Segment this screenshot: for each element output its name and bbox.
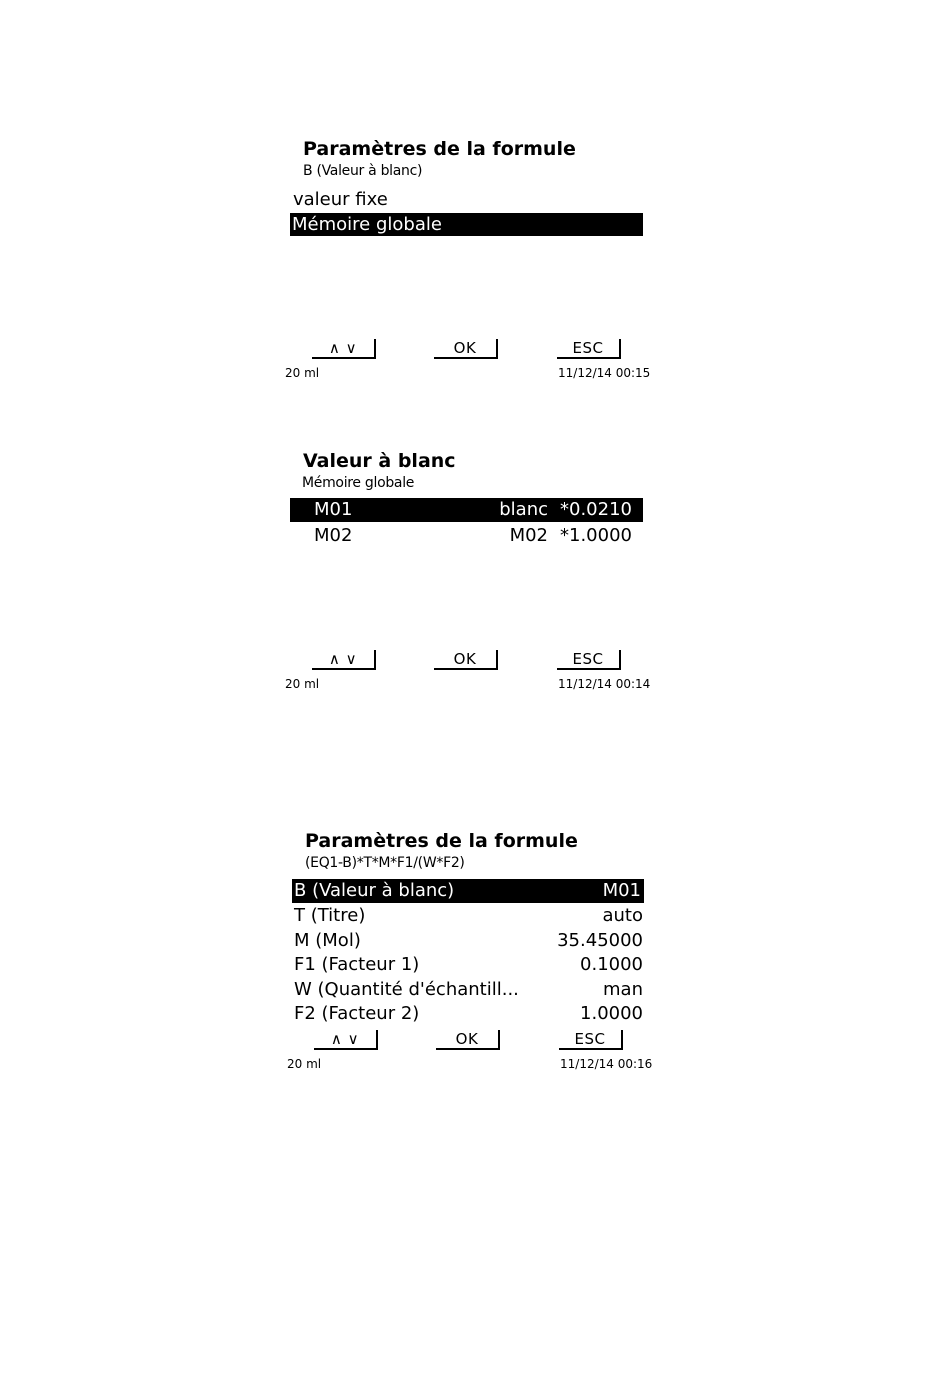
param-value: 0.1000 <box>580 954 643 975</box>
up-down-button[interactable]: ∧ ∨ <box>312 339 376 359</box>
datetime-status: 11/12/14 00:16 <box>560 1057 653 1071</box>
screen-subtitle: B (Valeur à blanc) <box>303 163 423 179</box>
param-value: man <box>603 979 643 1000</box>
screen-title: Paramètres de la formule <box>303 138 576 160</box>
screen-title: Valeur à blanc <box>303 450 456 472</box>
ok-button[interactable]: OK <box>434 650 498 670</box>
param-label: B (Valeur à blanc) <box>294 880 455 901</box>
ok-button[interactable]: OK <box>436 1030 500 1050</box>
param-row-sample-quantity[interactable] <box>292 978 644 1002</box>
param-value: 35.45000 <box>557 930 643 951</box>
param-label: F2 (Facteur 2) <box>294 1003 420 1024</box>
memory-id: M01 <box>314 499 353 520</box>
param-label: F1 (Facteur 1) <box>294 954 420 975</box>
volume-status: 20 ml <box>287 1057 322 1071</box>
param-value: 1.0000 <box>580 1003 643 1024</box>
param-label: M (Mol) <box>294 930 361 951</box>
option-label: valeur fixe <box>293 189 388 210</box>
param-row-titre[interactable] <box>292 904 644 928</box>
memory-name: blanc <box>499 499 548 520</box>
param-row-blank[interactable] <box>292 879 644 903</box>
screen-title: Paramètres de la formule <box>305 830 578 852</box>
memory-name: M02 <box>509 525 548 546</box>
param-row-factor2[interactable] <box>292 1002 644 1026</box>
volume-status: 20 ml <box>285 677 320 691</box>
up-down-button[interactable]: ∧ ∨ <box>312 650 376 670</box>
memory-value: *0.0210 <box>560 499 632 520</box>
screen-subtitle: Mémoire globale <box>302 475 415 491</box>
esc-button[interactable]: ESC <box>557 339 621 359</box>
param-row-factor1[interactable] <box>292 953 644 977</box>
param-value: M01 <box>602 880 641 901</box>
memory-value: *1.0000 <box>560 525 632 546</box>
formula-subtitle: (EQ1-B)*T*M*F1/(W*F2) <box>305 855 465 871</box>
option-label: Mémoire globale <box>292 214 442 235</box>
param-value: auto <box>602 905 643 926</box>
param-row-mol[interactable] <box>292 929 644 953</box>
esc-button[interactable]: ESC <box>559 1030 623 1050</box>
memory-id: M02 <box>314 525 353 546</box>
datetime-status: 11/12/14 00:14 <box>558 677 651 691</box>
esc-button[interactable]: ESC <box>557 650 621 670</box>
datetime-status: 11/12/14 00:15 <box>558 366 651 380</box>
ok-button[interactable]: OK <box>434 339 498 359</box>
volume-status: 20 ml <box>285 366 320 380</box>
param-label: W (Quantité d'échantill... <box>294 979 519 1000</box>
param-label: T (Titre) <box>294 905 366 926</box>
up-down-button[interactable]: ∧ ∨ <box>314 1030 378 1050</box>
